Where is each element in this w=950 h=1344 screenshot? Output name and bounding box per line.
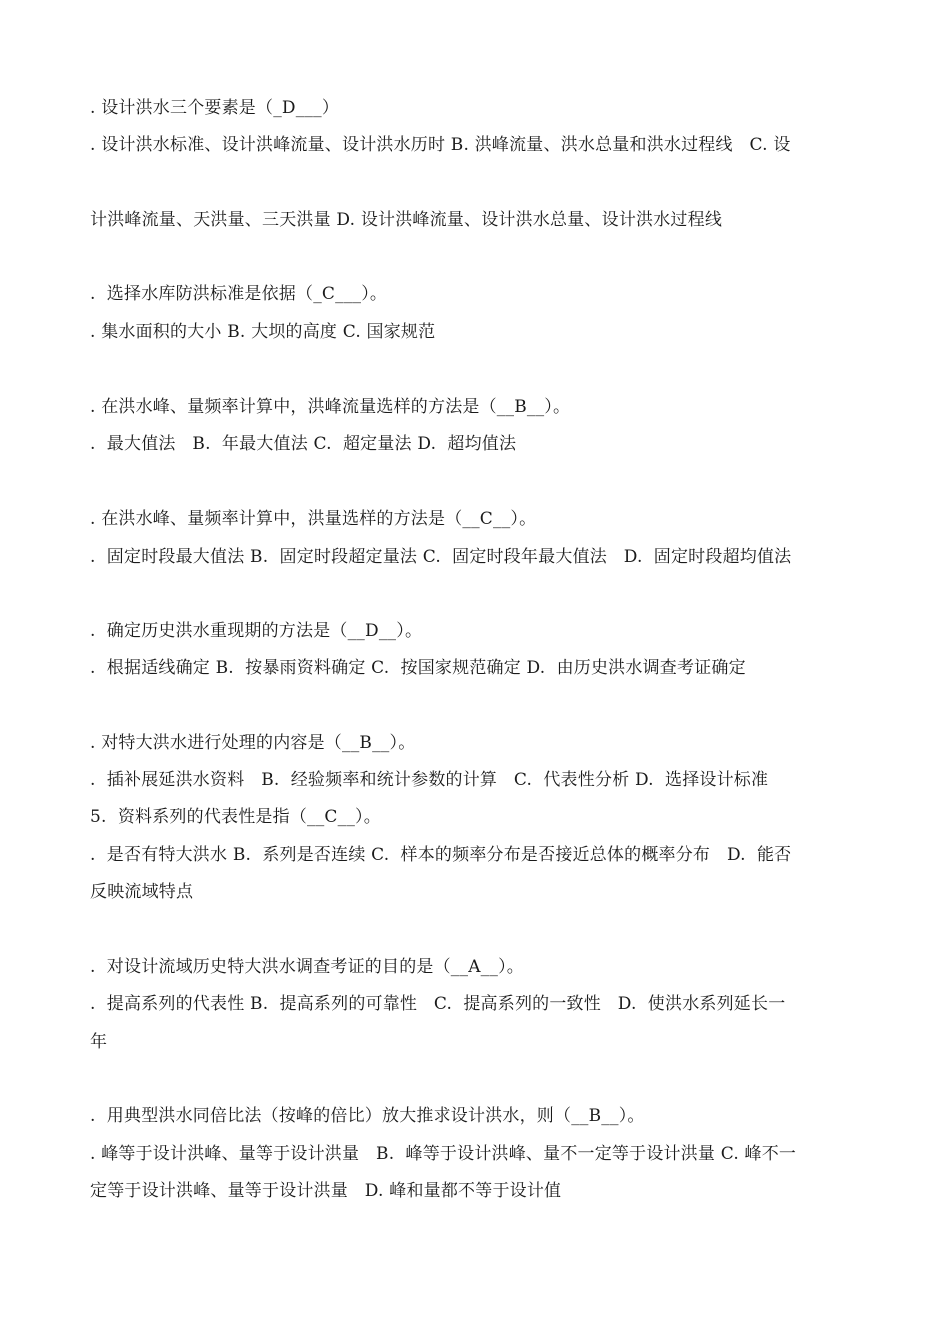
question-5: . 确定历史洪水重现期的方法是（__D__）。 — [90, 621, 423, 641]
question-2: . 选择水库防洪标准是依据（_C___）。 — [90, 284, 388, 304]
question-6-options: . 插补展延洪水资料 B. 经验频率和统计参数的计算 C. 代表性分析 D. 选择设计标准 — [90, 770, 769, 790]
question-7: 5. 资料系列的代表性是指（__C__）。 — [90, 807, 381, 827]
question-1-options-cont: 计洪峰流量、天洪量、三天洪量 D. 设计洪峰流量、设计洪水总量、设计洪水过程线 — [90, 210, 723, 230]
question-6: . 对特大洪水进行处理的内容是（__B__）。 — [90, 733, 416, 753]
question-8-options: . 提高系列的代表性 B. 提高系列的可靠性 C. 提高系列的一致性 D. 使洪水系列延长一 — [90, 994, 786, 1014]
question-9-options-cont: 定等于设计洪峰、量等于设计洪量 D. 峰和量都不等于设计值 — [90, 1181, 562, 1201]
question-5-options: . 根据适线确定 B. 按暴雨资料确定 C. 按国家规范确定 D. 由历史洪水调查考证确定 — [90, 658, 746, 678]
question-3-options: . 最大值法 B. 年最大值法 C. 超定量法 D. 超均值法 — [90, 434, 517, 454]
question-3: . 在洪水峰、量频率计算中，洪峰流量选样的方法是（__B__）。 — [90, 397, 571, 417]
question-4-options: . 固定时段最大值法 B. 固定时段超定量法 C. 固定时段年最大值法 D. 固定时段超均值法 — [90, 547, 792, 567]
question-8-options-cont: 年 — [90, 1032, 108, 1052]
question-2-options: . 集水面积的大小 B. 大坝的高度 C. 国家规范 — [90, 322, 436, 342]
question-7-options-cont: 反映流域特点 — [90, 882, 194, 902]
question-9-options: . 峰等于设计洪峰、量等于设计洪量 B. 峰等于设计洪峰、量不一定等于设计洪量 C. 峰不一 — [90, 1144, 797, 1164]
question-4: . 在洪水峰、量频率计算中，洪量选样的方法是（__C__）。 — [90, 509, 537, 529]
question-1-options: . 设计洪水标准、设计洪峰流量、设计洪水历时 B. 洪峰流量、洪水总量和洪水过程线 C. 设 — [90, 135, 791, 155]
question-8: . 对设计流域历史特大洪水调查考证的目的是（__A__）。 — [90, 957, 524, 977]
question-1: . 设计洪水三个要素是（_D___） — [90, 98, 340, 118]
question-9: . 用典型洪水同倍比法（按峰的倍比）放大推求设计洪水，则（__B__）。 — [90, 1106, 645, 1126]
question-7-options: . 是否有特大洪水 B. 系列是否连续 C. 样本的频率分布是否接近总体的概率分布 D. 能否 — [90, 845, 792, 865]
